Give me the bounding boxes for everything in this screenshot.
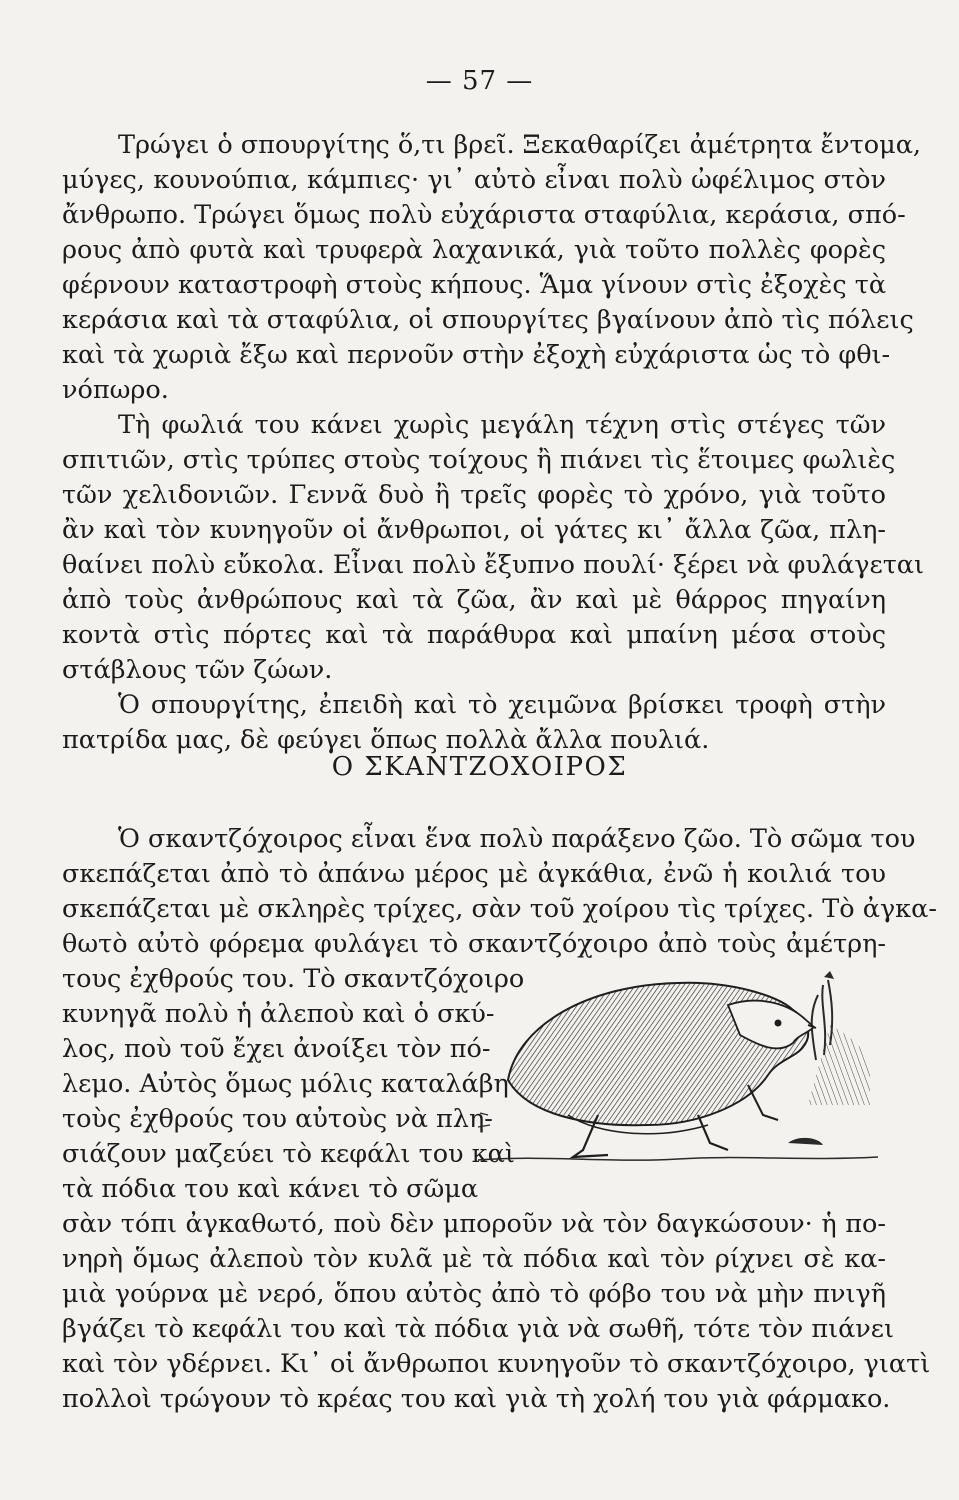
text-line: λεμο. Αὐτὸς ὅμως μόλις καταλάβη	[62, 1069, 509, 1099]
text-line: θωτὸ αὐτὸ φόρεμα φυλάγει τὸ σκαντζόχοιρο ἀπὸ τοὺς ἀμέτρη-	[62, 929, 886, 959]
text-line: πολλοὶ τρώγουν τὸ κρέας του καὶ γιὰ τὴ χολή του γιὰ φάρμακο.	[62, 1384, 891, 1414]
text-line: Ὁ σπουργίτης, ἐπειδὴ καὶ τὸ χειμῶνα βρίσκει τροφὴ στὴν	[118, 690, 886, 720]
text-line: Ὁ σκαντζόχοιρος εἶναι ἕνα πολὺ παράξενο ζῶο. Τὸ σῶμα του	[118, 824, 916, 854]
text-line: μύγες, κουνούπια, κάμπιες· γι᾽ αὐτὸ εἶναι πολὺ ὠφέλιμος στὸν	[62, 165, 886, 195]
text-line: ἀπὸ τοὺς ἀνθρώπους καὶ τὰ ζῶα, ἂν καὶ μὲ θάρρος πηγαίνη	[62, 585, 886, 615]
section-heading: Ο ΣΚΑΝΤΖΟΧΟΙΡΟΣ	[331, 752, 628, 782]
text-line: μιὰ γούρνα μὲ νερό, ὅπου αὐτὸς ἀπὸ τὸ φόβο του νὰ μὴν πνιγῆ	[62, 1279, 886, 1309]
text-line: θαίνει πολὺ εὔκολα. Εἶναι πολὺ ἔξυπνο πουλί· ξέρει νὰ φυλάγεται	[62, 550, 925, 580]
text-line: σιάζουν μαζεύει τὸ κεφάλι του καὶ	[62, 1139, 515, 1169]
text-line: Τὴ φωλιά του κάνει χωρὶς μεγάλη τέχνη στὶς στέγες τῶν	[118, 410, 886, 440]
page-number: — 57 —	[425, 66, 534, 96]
text-line: Τρώγει ὁ σπουργίτης ὅ,τι βρεῖ. Ξεκαθαρίζει ἀμέτρητα ἔντομα,	[118, 130, 922, 160]
text-line: σπιτιῶν, στὶς τρύπες στοὺς τοίχους ἢ πιάνει τὶς ἕτοιμες φωλιὲς	[62, 445, 896, 475]
text-line: φέρνουν καταστροφὴ στοὺς κήπους. Ἅμα γίνουν στὶς ἐξοχὲς τὰ	[62, 270, 887, 300]
text-line: καὶ τὰ χωριὰ ἔξω καὶ περνοῦν στὴν ἐξοχὴ εὐχάριστα ὡς τὸ φθι-	[62, 340, 891, 370]
text-line: τοὺς ἐχθρούς του αὐτοὺς νὰ πλη-	[62, 1104, 493, 1134]
text-line: κυνηγᾶ πολὺ ἡ ἀλεποὺ καὶ ὁ σκύ-	[62, 999, 495, 1029]
text-line: τῶν χελιδονιῶν. Γεννᾶ δυὸ ἢ τρεῖς φορὲς τὸ χρόνο, γιὰ τοῦτο	[62, 480, 886, 510]
text-line: στάβλους τῶν ζώων.	[62, 655, 333, 685]
text-line: ρους ἀπὸ φυτὰ καὶ τρυφερὰ λαχανικά, γιὰ τοῦτο πολλὲς φορὲς	[62, 235, 886, 265]
text-line: νόπωρο.	[62, 375, 169, 405]
text-line: κεράσια καὶ τὰ σταφύλια, οἱ σπουργίτες βγαίνουν ἀπὸ τὶς πόλεις	[62, 305, 914, 335]
text-line: κοντὰ στὶς πόρτες καὶ τὰ παράθυρα καὶ μπαίνη μέσα στοὺς	[62, 620, 886, 650]
text-line: σκεπάζεται μὲ σκληρὲς τρίχες, σὰν τοῦ χοίρου τὶς τρίχες. Τὸ ἀγκα-	[62, 894, 937, 924]
hedgehog-illustration	[478, 965, 878, 1175]
text-line: σκεπάζεται ἀπὸ τὸ ἀπάνω μέρος μὲ ἀγκάθια, ἐνῶ ἡ κοιλιά του	[62, 859, 886, 889]
text-line: βγάζει τὸ κεφάλι του καὶ τὰ πόδια γιὰ νὰ σωθῆ, τότε τὸν πιάνει	[62, 1314, 895, 1344]
text-line: ἂν καὶ τὸν κυνηγοῦν οἱ ἄνθρωποι, οἱ γάτες κι᾽ ἄλλα ζῶα, πλη-	[62, 515, 886, 545]
text-line: σὰν τόπι ἀγκαθωτό, ποὺ δὲν μποροῦν νὰ τὸν δαγκώσουν· ἡ πο-	[62, 1209, 886, 1239]
text-line: τὰ πόδια του καὶ κάνει τὸ σῶμα	[62, 1174, 479, 1204]
text-line: λος, ποὺ τοῦ ἔχει ἀνοίξει τὸν πό-	[62, 1034, 491, 1064]
text-line: πατρίδα μας, δὲ φεύγει ὅπως πολλὰ ἄλλα πουλιά.	[62, 725, 710, 755]
text-line: ἄνθρωπο. Τρώγει ὅμως πολὺ εὐχάριστα σταφύλια, κεράσια, σπό-	[62, 200, 906, 230]
text-line: τους ἐχθρούς του. Τὸ σκαντζόχοιρο	[62, 964, 525, 994]
text-line: νηρὴ ὅμως ἀλεποὺ τὸν κυλᾶ μὲ τὰ πόδια καὶ τὸν ρίχνει σὲ κα-	[62, 1244, 886, 1274]
text-line: καὶ τὸν γδέρνει. Κι᾽ οἱ ἄνθρωποι κυνηγοῦν τὸ σκαντζόχοιρο, γιατὶ	[62, 1349, 931, 1379]
